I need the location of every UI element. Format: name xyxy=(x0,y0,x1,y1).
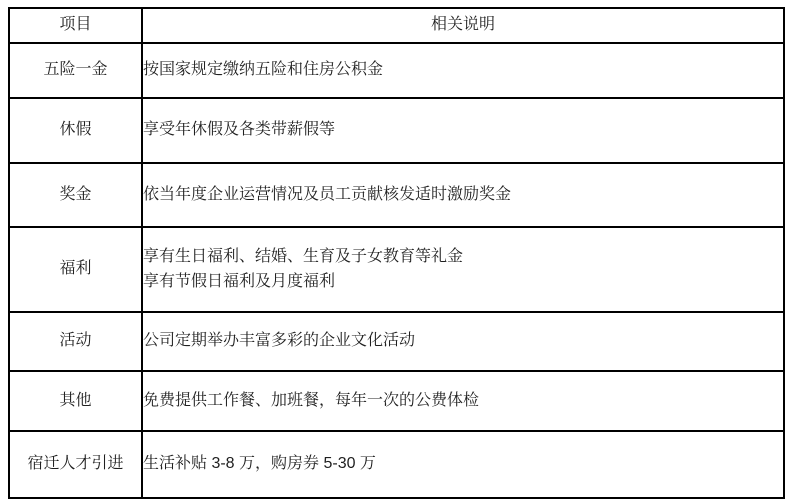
row-description xyxy=(142,227,784,312)
row-description xyxy=(142,371,784,431)
description-line: 享有节假日福利及月度福利 xyxy=(143,272,336,290)
header-description: 相关说明 xyxy=(142,8,784,43)
row-item-label: 奖金 xyxy=(9,163,142,227)
row-item-label: 宿迁人才引进 xyxy=(9,431,142,498)
description-line: 生活补贴 3-8 万，购房券 5-30 万 xyxy=(143,455,376,473)
header-item: 项目 xyxy=(9,8,142,43)
table-row-activities xyxy=(9,312,784,371)
row-item-label: 其他 xyxy=(9,371,142,431)
row-item-label: 休假 xyxy=(9,98,142,163)
table-row-welfare xyxy=(9,227,784,312)
table-row-other xyxy=(9,371,784,431)
description-line: 公司定期举办丰富多彩的企业文化活动 xyxy=(143,332,416,350)
table-row-bonus xyxy=(9,163,784,227)
row-description xyxy=(142,431,784,498)
description-line: 依当年度企业运营情况及员工贡献核发适时激励奖金 xyxy=(143,185,512,203)
table-header-row xyxy=(9,8,784,43)
row-description xyxy=(142,43,784,98)
description-line: 享有生日福利、结婚、生育及子女教育等礼金 xyxy=(143,247,464,265)
row-item-label: 五险一金 xyxy=(9,43,142,98)
description-line: 免费提供工作餐、加班餐，每年一次的公费体检 xyxy=(143,391,480,409)
table-row-insurance xyxy=(9,43,784,98)
row-item-label: 活动 xyxy=(9,312,142,371)
description-line: 享受年休假及各类带薪假等 xyxy=(143,121,336,139)
row-description xyxy=(142,312,784,371)
table-row-vacation xyxy=(9,98,784,163)
description-line: 按国家规定缴纳五险和住房公积金 xyxy=(143,61,384,79)
table-row-talent-program xyxy=(9,431,784,498)
row-description xyxy=(142,98,784,163)
row-description xyxy=(142,163,784,227)
benefits-table xyxy=(8,7,785,499)
row-item-label: 福利 xyxy=(9,227,142,312)
